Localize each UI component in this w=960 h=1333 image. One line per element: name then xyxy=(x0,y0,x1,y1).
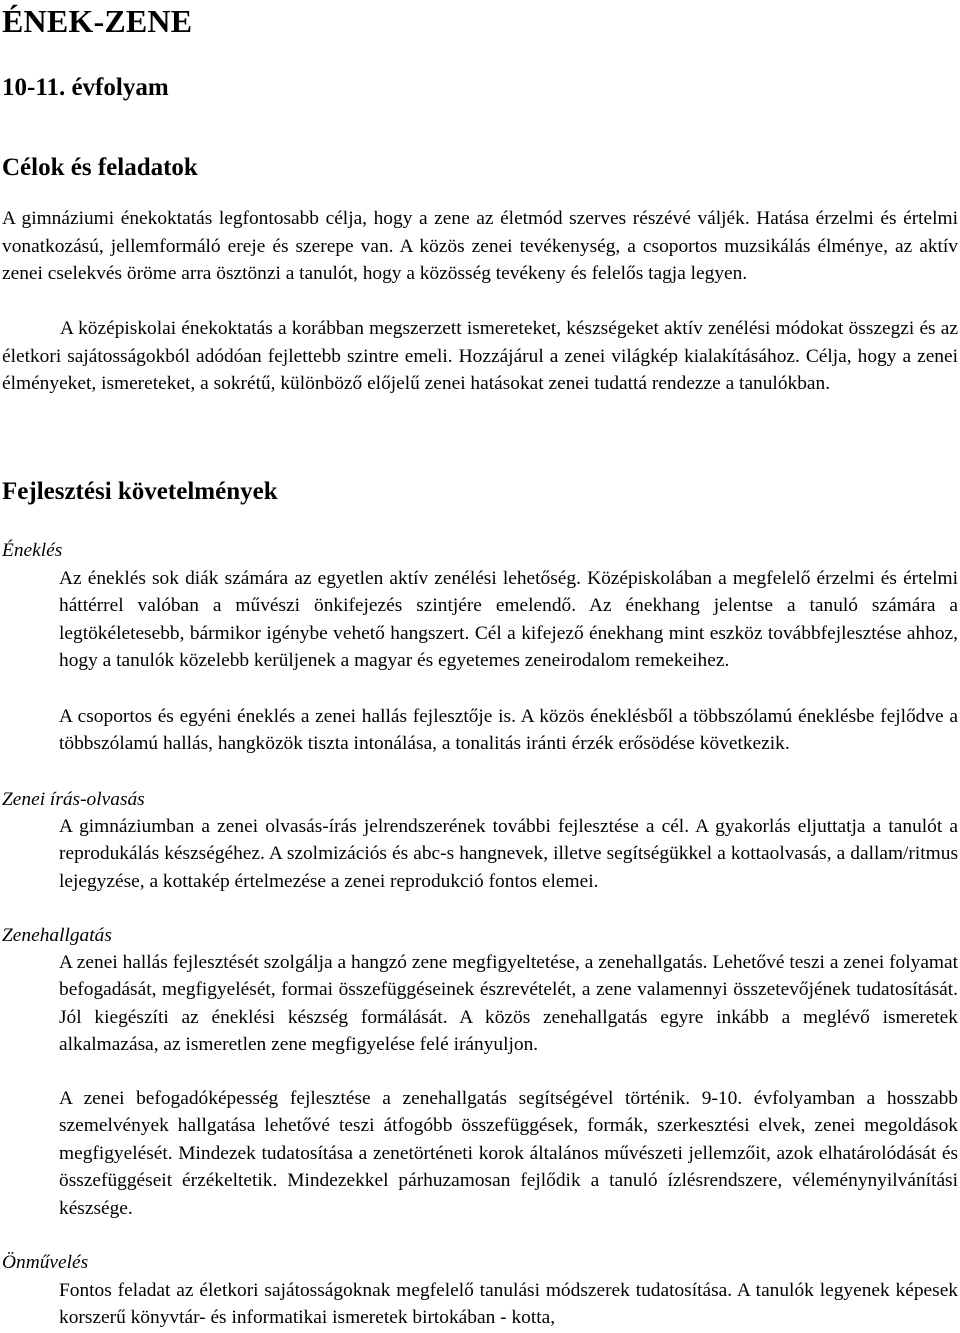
listening-label: Zenehallgatás xyxy=(2,925,112,946)
goals-heading: Célok és feladatok xyxy=(2,154,198,181)
intro-paragraph-1: A gimnáziumi énekoktatás legfontosabb célja, hogy a zene az életmód szerves részévé váljék. Hatása érzelmi és értelmi vonatkozású, jellemformáló ereje és szerepe van. A közös zenei tevékenység, a csoportos muzsikálás élménye, az aktív zenei cselekvés öröme arra ösztönzi a tanulót, hogy a közösség tevékeny és felelős tagja legyen. xyxy=(2,208,958,285)
document-title: ÉNEK-ZENE xyxy=(2,3,193,39)
singing-paragraph-1: Az éneklés sok diák számára az egyetlen aktív zenélési lehetőség. Középiskolában a megfelelő érzelmi és értelmi háttérrel valóban a művészi önkifejezés szintjére emelendő. Az énekhang jelentse a tanuló számára a legtökéletesebb, bármikor igénybe vehető hangszert. Cél a kifejező énekhang mint eszköz továbbfejlesztése ahhoz, hogy a tanulók közelebb kerüljenek a magyar és egyetemes zeneirodalom remekeihez. xyxy=(59,568,958,672)
development-heading: Fejlesztési követelmények xyxy=(2,478,278,505)
reading-paragraph-1: A gimnáziumban a zenei olvasás-írás jelrendszerének további fejlesztése a cél. A gyakorlás eljuttatja a tanulót a reprodukálás készségéhez. A szolmizációs és abc-s hangnevek, illetve segítségükkel a kottaolvasás, a dallam/ritmus lejegyzése, a kottakép értelmezése a zenei reprodukció fontos elemei. xyxy=(59,816,958,892)
selfstudy-paragraph-1: Fontos feladat az életkori sajátosságoknak megfelelő tanulási módszerek tudatosítása. A tanulók legyenek képesek korszerű könyvtár- és informatikai ismeretek birtokában - kotta, xyxy=(59,1280,958,1329)
singing-paragraph-2: A csoportos és egyéni éneklés a zenei hallás fejlesztője is. A közös éneklésből a többszólamú éneklésbe fejlődve a többszólamú hallás, hangközök tiszta intonálása, a tonalitás iránti érzék erősödése következik. xyxy=(59,706,958,755)
grade-subtitle: 10-11. évfolyam xyxy=(2,74,169,101)
intro-paragraph-2 xyxy=(2,315,958,398)
singing-label: Éneklés xyxy=(2,540,63,561)
intro-paragraph-2-text: A középiskolai énekoktatás a korábban megszerzett ismereteket, készségeket aktív zenélési módokat összegzi és az életkori sajátosságokból adódóan fejlettebb szintre emeli. Hozzájárul a zenei világkép kialakításához. Célja, hogy a zenei élményeket, ismereteket, a sokrétű, különböző előjelű zenei hatásokat zenei tudattá rendezze a tanulókban. xyxy=(2,318,958,395)
listening-paragraph-1: A zenei hallás fejlesztését szolgálja a hangzó zene megfigyeltetése, a zenehallgatás. Lehetővé teszi a zenei folyamat befogadását, megfigyelését, formai összefüggéseinek észrevételét, a zene valamennyi összetevőjének tudatosítását. Jól kiegészíti az éneklési készség formálását. A közös zenehallgatás egyre inkább a meglévő ismeretek alkalmazása, az ismeretlen zene megfigyelése felé irányuljon. xyxy=(59,952,958,1056)
selfstudy-label: Önművelés xyxy=(2,1252,89,1273)
listening-paragraph-2: A zenei befogadóképesség fejlesztése a zenehallgatás segítségével történik. 9-10. évfolyamban a hosszabb szemelvények hallgatása lehetővé teszi átfogóbb összefüggések, formák, szerkesztési elvek, zenei megoldások megfigyelését. Mindezek tudatosítása a zenetörténeti korok általános művészeti jellemzőit, azok elhatárolódását és összefüggéseit érzékeltetik. Mindezekkel párhuzamosan fejlődik a tanuló ízlésrendszere, véleménynyilvánítási készsége. xyxy=(59,1088,958,1219)
reading-label: Zenei írás-olvasás xyxy=(2,789,145,810)
